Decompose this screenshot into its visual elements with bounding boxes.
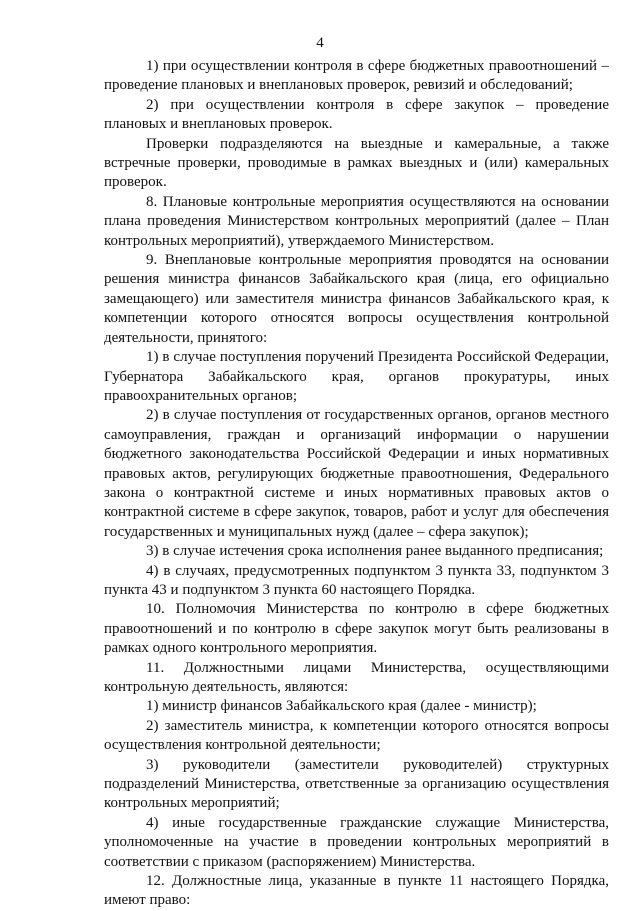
paragraph-item-11-sub-4: 4) иные государственные гражданские служащие Министерства, уполномоченные на участие в проведении контрольных мероприятий в соответствии с приказом (распоряжением) Министерства. — [104, 814, 609, 870]
paragraph-item-11-sub-3: 3) руководители (заместители руководителей) структурных подразделений Министерства, ответственные за организацию осуществления контрольных мероприятий; — [104, 756, 609, 812]
paragraph-item-9: 9. Внеплановые контрольные мероприятия проводятся на основании решения министра финансов Забайкальского края (лица, его официально замещающего) или заместителя министра финансов Забайкальского края, к компетенции которого относятся вопросы осуществления контрольной деятельности, принятого: — [104, 252, 609, 346]
paragraph-item-11: 11. Должностными лицами Министерства, осуществляющими контрольную деятельность, являются: — [104, 659, 609, 695]
paragraph-item-9-sub-4: 4) в случаях, предусмотренных подпунктом 3 пункта 33, подпунктом 3 пункта 43 и подпунктом 3 пункта 60 настоящего Порядка. — [104, 562, 609, 598]
paragraph-item-12: 12. Должностные лица, указанные в пункте 11 настоящего Порядка, имеют право: — [104, 873, 609, 909]
paragraph-item-9-sub-2: 2) в случае поступления от государственных органов, органов местного самоуправления, граждан и организаций информации о нарушении бюджетного законодательства Российской Федерации и иных нормативных правовых актов, регулирующих бюджетные правоотношения, Федерального закона о контрактной системе и иных нормативных правовых актов о контрактной системе в сфере закупок, товаров, работ и услуг для обеспечения государственных и муниципальных нужд (далее – сфера закупок); — [104, 407, 609, 540]
document-body — [104, 57, 609, 911]
paragraph-item-9-sub-1: 1) в случае поступления поручений Президента Российской Федерации, Губернатора Забайкальского края, органов прокуратуры, иных правоохранительных органов; — [104, 349, 609, 404]
paragraph-item-11-sub-2: 2) заместитель министра, к компетенции которого относятся вопросы осуществления контрольной деятельности; — [104, 717, 609, 754]
paragraph-item-10: 10. Полномочия Министерства по контролю в сфере бюджетных правоотношений и по контролю в сфере закупок могут быть реализованы в рамках одного контрольного мероприятия. — [104, 601, 609, 657]
paragraph-1-control-budget: 1) при осуществлении контроля в сфере бюджетных правоотношений – проведение плановых и внеплановых проверок, ревизий и обследований; — [104, 58, 609, 94]
paragraph-2-control-procurement: 2) при осуществлении контроля в сфере закупок – проведение плановых и внеплановых проверок. — [104, 96, 609, 133]
paragraph-inspection-types: Проверки подразделяются на выездные и камеральные, а также встречные проверки, проводимые в рамках выездных и (или) камеральных проверок. — [104, 135, 609, 191]
paragraph-item-9-sub-3: 3) в случае истечения срока исполнения ранее выданного предписания; — [146, 543, 604, 560]
page-number: 4 — [316, 35, 324, 51]
paragraph-item-11-sub-1: 1) министр финансов Забайкальского края (далее - министр); — [146, 698, 537, 715]
paragraph-item-8: 8. Плановые контрольные мероприятия осуществляются на основании плана проведения Министерством контрольных мероприятий (далее – План контрольных мероприятий), утверждаемого Министерством. — [104, 193, 609, 249]
